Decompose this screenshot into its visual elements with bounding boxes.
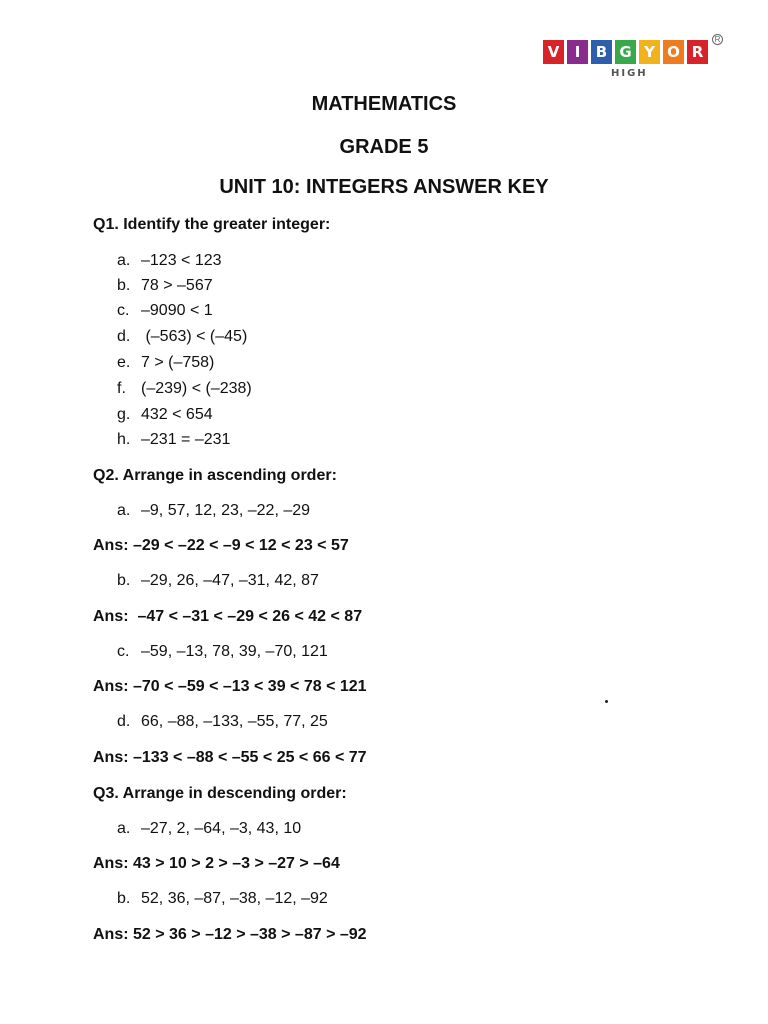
logo-letter: R xyxy=(687,40,708,64)
item-label: d. xyxy=(117,328,131,345)
item-text: 66, –88, –133, –55, 77, 25 xyxy=(141,713,328,730)
q3-answer: Ans: 52 > 36 > –12 > –38 > –87 > –92 xyxy=(93,926,367,943)
unit-title: UNIT 10: INTEGERS ANSWER KEY xyxy=(219,176,549,198)
logo-letter: I xyxy=(567,40,588,64)
q2-answer: Ans: –133 < –88 < –55 < 25 < 66 < 77 xyxy=(93,749,367,766)
grade-title: GRADE 5 xyxy=(339,136,429,158)
q3-answer: Ans: 43 > 10 > 2 > –3 > –27 > –64 xyxy=(93,855,340,872)
item-label: d. xyxy=(117,713,131,730)
q3-part xyxy=(117,890,328,908)
q1-item xyxy=(117,328,247,346)
item-label: b. xyxy=(117,277,131,294)
item-text: (–563) < (–45) xyxy=(141,328,248,345)
item-text: –231 = –231 xyxy=(141,431,231,448)
item-text: –27, 2, –64, –3, 43, 10 xyxy=(141,820,302,837)
q1-item xyxy=(117,277,213,295)
item-text: (–239) < (–238) xyxy=(141,380,252,397)
q1-item xyxy=(117,431,230,449)
logo-letter: G xyxy=(615,40,636,64)
q1-item xyxy=(117,380,252,398)
subject-title: MATHEMATICS xyxy=(311,93,457,115)
q2-part xyxy=(117,713,328,731)
logo-letter: V xyxy=(543,40,564,64)
logo-subtitle: HIGH xyxy=(611,68,648,79)
q2-part xyxy=(117,502,310,520)
q1-item xyxy=(117,354,214,372)
logo-letter: B xyxy=(591,40,612,64)
q2-heading: Q2. Arrange in ascending order: xyxy=(93,467,337,484)
item-label: b. xyxy=(117,890,131,907)
item-label: a. xyxy=(117,502,131,519)
item-label: c. xyxy=(117,302,130,319)
item-text: 7 > (–758) xyxy=(141,354,215,371)
q2-part xyxy=(117,643,328,661)
item-text: –29, 26, –47, –31, 42, 87 xyxy=(141,572,319,589)
item-text: –59, –13, 78, 39, –70, 121 xyxy=(141,643,328,660)
item-label: e. xyxy=(117,354,131,371)
item-label: f. xyxy=(117,380,126,397)
vibgyor-logo xyxy=(543,35,723,90)
item-text: 52, 36, –87, –38, –12, –92 xyxy=(141,890,328,907)
q1-item xyxy=(117,252,222,270)
item-text: 78 > –567 xyxy=(141,277,213,294)
item-label: g. xyxy=(117,406,131,423)
item-label: c. xyxy=(117,643,130,660)
stray-dot xyxy=(605,700,608,703)
q1-item xyxy=(117,406,213,424)
item-label: h. xyxy=(117,431,131,448)
item-label: a. xyxy=(117,820,131,837)
item-text: –9090 < 1 xyxy=(141,302,213,319)
logo-letter: Y xyxy=(639,40,660,64)
q2-answer: Ans: –47 < –31 < –29 < 26 < 42 < 87 xyxy=(93,608,363,625)
logo-letters xyxy=(543,40,723,64)
logo-letter: O xyxy=(663,40,684,64)
item-label: a. xyxy=(117,252,131,269)
q3-heading: Q3. Arrange in descending order: xyxy=(93,785,347,802)
item-text: –9, 57, 12, 23, –22, –29 xyxy=(141,502,311,519)
q3-part xyxy=(117,820,301,838)
q1-heading: Q1. Identify the greater integer: xyxy=(93,216,331,233)
item-label: b. xyxy=(117,572,131,589)
item-text: –123 < 123 xyxy=(141,252,222,269)
q1-item xyxy=(117,302,213,320)
item-text: 432 < 654 xyxy=(141,406,213,423)
q2-answer: Ans: –29 < –22 < –9 < 12 < 23 < 57 xyxy=(93,537,349,554)
registered-mark-icon: R xyxy=(712,34,723,45)
q2-answer: Ans: –70 < –59 < –13 < 39 < 78 < 121 xyxy=(93,678,367,695)
q2-part xyxy=(117,572,319,590)
